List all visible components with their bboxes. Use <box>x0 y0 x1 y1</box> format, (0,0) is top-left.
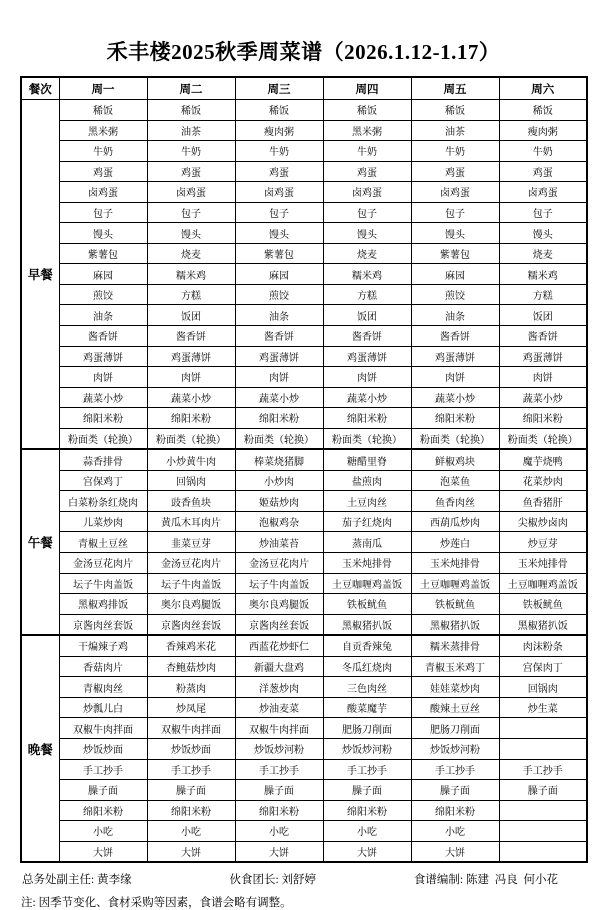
menu-cell: 炒饭炒河粉 <box>323 738 411 759</box>
menu-row <box>21 697 587 718</box>
menu-cell: 臊子面 <box>411 780 499 801</box>
menu-cell: 稀饭 <box>411 100 499 121</box>
menu-cell: 大饼 <box>59 841 147 862</box>
menu-cell: 泡椒鸡杂 <box>235 511 323 532</box>
menu-cell: 儿菜炒肉 <box>59 511 147 532</box>
menu-cell: 馒头 <box>59 223 147 244</box>
menu-cell: 鱼香猪肝 <box>499 491 587 512</box>
menu-cell: 新疆大盘鸡 <box>235 656 323 677</box>
menu-cell: 京酱肉丝套饭 <box>235 614 323 635</box>
menu-cell: 卤鸡蛋 <box>499 182 587 203</box>
menu-cell: 酱香饼 <box>323 326 411 347</box>
menu-cell: 铁板鱿鱼 <box>499 594 587 615</box>
menu-cell: 黑椒猪扒饭 <box>323 614 411 635</box>
footer-signatures <box>20 871 586 887</box>
menu-cell: 手工抄手 <box>323 759 411 780</box>
menu-cell: 绵阳米粉 <box>323 408 411 429</box>
menu-row <box>21 367 587 388</box>
menu-cell: 花菜炒肉 <box>499 470 587 491</box>
menu-cell: 小吃 <box>411 821 499 842</box>
menu-cell: 炒凤尾 <box>147 697 235 718</box>
menu-cell: 铁板鱿鱼 <box>323 594 411 615</box>
menu-cell: 回锅肉 <box>499 677 587 698</box>
menu-cell: 蒜香排骨 <box>59 449 147 470</box>
menu-cell: 绵阳米粉 <box>499 408 587 429</box>
menu-cell: 鸡蛋薄饼 <box>59 346 147 367</box>
menu-cell: 馒头 <box>499 223 587 244</box>
menu-cell <box>499 841 587 862</box>
menu-cell: 酸辣土豆丝 <box>411 697 499 718</box>
menu-cell: 鸡蛋 <box>323 161 411 182</box>
menu-cell: 尖椒炒卤肉 <box>499 511 587 532</box>
menu-cell: 鸡蛋 <box>499 161 587 182</box>
menu-cell: 蔬菜小炒 <box>499 387 587 408</box>
menu-cell: 鲜椒鸡块 <box>411 449 499 470</box>
menu-row <box>21 718 587 739</box>
menu-cell: 肉饼 <box>235 367 323 388</box>
menu-cell: 三色肉丝 <box>323 677 411 698</box>
menu-cell: 绵阳米粉 <box>323 800 411 821</box>
menu-cell: 饭团 <box>323 305 411 326</box>
menu-cell: 杏鲍菇炒肉 <box>147 656 235 677</box>
menu-cell: 土豆咖喱鸡盖饭 <box>323 573 411 594</box>
menu-cell: 土豆肉丝 <box>323 491 411 512</box>
menu-row <box>21 491 587 512</box>
menu-cell: 臊子面 <box>235 780 323 801</box>
menu-cell: 西葫瓜炒肉 <box>411 511 499 532</box>
menu-cell: 紫薯包 <box>235 243 323 264</box>
menu-cell: 蔬菜小炒 <box>235 387 323 408</box>
menu-cell: 土豆咖喱鸡盖饭 <box>499 573 587 594</box>
menu-cell: 鸡蛋 <box>147 161 235 182</box>
menu-row <box>21 284 587 305</box>
sig-menu-editors: 食谱编制: 陈建 冯良 何小花 <box>413 874 558 887</box>
menu-cell: 白菜粉条红烧肉 <box>59 491 147 512</box>
menu-cell: 稀饭 <box>499 100 587 121</box>
menu-table <box>20 76 588 863</box>
menu-row <box>21 305 587 326</box>
menu-cell: 绵阳米粉 <box>59 800 147 821</box>
menu-cell: 烧麦 <box>499 243 587 264</box>
menu-cell: 煎饺 <box>59 284 147 305</box>
menu-cell: 牛奶 <box>323 141 411 162</box>
menu-row <box>21 428 587 449</box>
menu-cell: 绵阳米粉 <box>411 408 499 429</box>
menu-cell: 包子 <box>323 202 411 223</box>
menu-table-body <box>21 100 587 863</box>
menu-row <box>21 532 587 553</box>
menu-row <box>21 264 587 285</box>
section-label-dinner: 晚餐 <box>21 635 59 862</box>
menu-cell: 油条 <box>235 305 323 326</box>
menu-cell: 鸡蛋 <box>59 161 147 182</box>
sig-canteen-leader: 伙食团长: 刘舒婷 <box>229 874 317 887</box>
menu-cell: 臊子面 <box>499 780 587 801</box>
menu-cell: 坛子牛肉盖饭 <box>235 573 323 594</box>
menu-cell: 稀饭 <box>235 100 323 121</box>
menu-cell: 炒饭炒面 <box>59 738 147 759</box>
menu-cell: 奥尔良鸡腿饭 <box>235 594 323 615</box>
menu-row <box>21 223 587 244</box>
menu-cell: 麻园 <box>235 264 323 285</box>
menu-cell: 油条 <box>411 305 499 326</box>
menu-cell: 绵阳米粉 <box>147 408 235 429</box>
menu-cell: 小吃 <box>235 821 323 842</box>
menu-cell: 魔芋烧鸭 <box>499 449 587 470</box>
menu-cell: 牛奶 <box>411 141 499 162</box>
menu-cell: 手工抄手 <box>411 759 499 780</box>
menu-cell: 粉面类（轮换） <box>323 428 411 449</box>
menu-cell: 卤鸡蛋 <box>323 182 411 203</box>
menu-cell: 卤鸡蛋 <box>411 182 499 203</box>
menu-cell: 包子 <box>59 202 147 223</box>
menu-row <box>21 243 587 264</box>
menu-cell: 馒头 <box>411 223 499 244</box>
menu-cell: 粉面类（轮换） <box>235 428 323 449</box>
menu-cell: 炒生菜 <box>499 697 587 718</box>
menu-cell: 方糕 <box>499 284 587 305</box>
section-label-lunch: 午餐 <box>21 449 59 635</box>
menu-row <box>21 408 587 429</box>
menu-row <box>21 161 587 182</box>
menu-cell: 馒头 <box>323 223 411 244</box>
menu-cell: 牛奶 <box>147 141 235 162</box>
menu-cell: 干煸辣子鸡 <box>59 635 147 656</box>
menu-cell: 黑米粥 <box>59 120 147 141</box>
menu-row <box>21 614 587 635</box>
menu-row <box>21 120 587 141</box>
menu-cell: 糯米鸡 <box>147 264 235 285</box>
menu-cell: 粉面类（轮换） <box>59 428 147 449</box>
menu-cell: 鸡蛋 <box>411 161 499 182</box>
menu-cell: 香辣鸡米花 <box>147 635 235 656</box>
menu-cell: 洋葱炒肉 <box>235 677 323 698</box>
menu-cell: 酱香饼 <box>147 326 235 347</box>
menu-row <box>21 202 587 223</box>
menu-cell: 双椒牛肉拌面 <box>147 718 235 739</box>
day-header: 周二 <box>147 77 235 100</box>
menu-cell: 大饼 <box>323 841 411 862</box>
menu-row <box>21 780 587 801</box>
menu-cell: 臊子面 <box>323 780 411 801</box>
menu-cell: 青椒土豆丝 <box>59 532 147 553</box>
menu-cell: 坛子牛肉盖饭 <box>147 573 235 594</box>
menu-cell: 宫保鸡丁 <box>59 470 147 491</box>
day-header: 周四 <box>323 77 411 100</box>
menu-cell: 大饼 <box>147 841 235 862</box>
day-header: 周六 <box>499 77 587 100</box>
menu-cell: 香菇肉片 <box>59 656 147 677</box>
menu-cell: 小吃 <box>147 821 235 842</box>
menu-cell: 粉蒸肉 <box>147 677 235 698</box>
menu-cell: 牛奶 <box>235 141 323 162</box>
menu-cell: 炒瓢儿白 <box>59 697 147 718</box>
menu-cell: 娃娃菜炒肉 <box>411 677 499 698</box>
menu-cell: 鸡蛋薄饼 <box>323 346 411 367</box>
section-label-breakfast: 早餐 <box>21 100 59 450</box>
menu-row <box>21 635 587 656</box>
menu-cell: 韭菜豆芽 <box>147 532 235 553</box>
menu-row <box>21 656 587 677</box>
menu-cell: 手工抄手 <box>59 759 147 780</box>
menu-cell: 粉面类（轮换） <box>411 428 499 449</box>
menu-cell: 手工抄手 <box>147 759 235 780</box>
menu-cell: 鸡蛋薄饼 <box>411 346 499 367</box>
menu-row <box>21 511 587 532</box>
menu-cell: 宫保肉丁 <box>499 656 587 677</box>
menu-cell: 包子 <box>147 202 235 223</box>
menu-row <box>21 738 587 759</box>
menu-cell: 卤鸡蛋 <box>147 182 235 203</box>
menu-cell: 金汤豆花肉片 <box>147 553 235 574</box>
menu-row <box>21 470 587 491</box>
menu-cell: 青椒肉丝 <box>59 677 147 698</box>
menu-cell <box>499 821 587 842</box>
menu-cell: 肉沫粉条 <box>499 635 587 656</box>
menu-cell: 烧麦 <box>147 243 235 264</box>
menu-cell: 双椒牛肉拌面 <box>235 718 323 739</box>
menu-cell: 黑椒猪扒饭 <box>411 614 499 635</box>
menu-cell: 蒸南瓜 <box>323 532 411 553</box>
menu-cell: 臊子面 <box>59 780 147 801</box>
menu-cell: 油茶 <box>411 120 499 141</box>
menu-cell: 肉饼 <box>499 367 587 388</box>
day-header: 周五 <box>411 77 499 100</box>
menu-cell: 方糕 <box>323 284 411 305</box>
menu-cell: 牛奶 <box>499 141 587 162</box>
menu-cell: 金汤豆花肉片 <box>235 553 323 574</box>
menu-cell: 包子 <box>235 202 323 223</box>
menu-cell: 肉饼 <box>323 367 411 388</box>
menu-cell: 手工抄手 <box>499 759 587 780</box>
menu-cell: 酱香饼 <box>235 326 323 347</box>
menu-cell: 肥肠刀削面 <box>411 718 499 739</box>
menu-row <box>21 573 587 594</box>
menu-cell: 糯米鸡 <box>499 264 587 285</box>
menu-cell: 瘦肉粥 <box>499 120 587 141</box>
menu-cell: 青椒玉米鸡丁 <box>411 656 499 677</box>
menu-cell: 黑米粥 <box>323 120 411 141</box>
menu-cell: 黑椒猪扒饭 <box>499 614 587 635</box>
menu-cell: 馒头 <box>147 223 235 244</box>
footer-note: 注: 因季节变化、食材采购等因素，食谱会略有调整。 <box>21 897 292 910</box>
day-header: 周一 <box>59 77 147 100</box>
menu-cell: 绵阳米粉 <box>235 408 323 429</box>
menu-cell: 蔬菜小炒 <box>59 387 147 408</box>
menu-row <box>21 553 587 574</box>
menu-cell: 紫薯包 <box>59 243 147 264</box>
menu-cell: 炒饭炒河粉 <box>235 738 323 759</box>
menu-cell: 黄瓜木耳肉片 <box>147 511 235 532</box>
menu-row <box>21 141 587 162</box>
menu-cell: 蔬菜小炒 <box>147 387 235 408</box>
menu-cell: 麻园 <box>411 264 499 285</box>
menu-cell: 坛子牛肉盖饭 <box>59 573 147 594</box>
menu-cell: 鸡蛋薄饼 <box>147 346 235 367</box>
menu-cell: 糯米鸡 <box>323 264 411 285</box>
menu-cell: 酸菜魔芋 <box>323 697 411 718</box>
menu-cell: 京酱肉丝套饭 <box>59 614 147 635</box>
menu-cell: 馒头 <box>235 223 323 244</box>
menu-cell: 炒饭炒河粉 <box>411 738 499 759</box>
menu-cell: 稀饭 <box>323 100 411 121</box>
menu-cell: 盐煎肉 <box>323 470 411 491</box>
menu-cell: 绵阳米粉 <box>147 800 235 821</box>
menu-cell: 臊子面 <box>147 780 235 801</box>
menu-cell: 绵阳米粉 <box>235 800 323 821</box>
menu-cell: 炒饭炒面 <box>147 738 235 759</box>
page-title: 禾丰楼2025秋季周菜谱（2026.1.12-1.17） <box>106 40 501 64</box>
menu-cell: 卤鸡蛋 <box>59 182 147 203</box>
menu-cell: 炒油菜苔 <box>235 532 323 553</box>
menu-row <box>21 759 587 780</box>
menu-cell: 肉饼 <box>59 367 147 388</box>
menu-cell: 鸡蛋薄饼 <box>499 346 587 367</box>
menu-cell: 油茶 <box>147 120 235 141</box>
menu-cell: 棒菜烧猪脚 <box>235 449 323 470</box>
menu-row <box>21 594 587 615</box>
menu-row <box>21 387 587 408</box>
menu-row <box>21 100 587 121</box>
menu-cell: 绵阳米粉 <box>59 408 147 429</box>
menu-cell: 肥肠刀削面 <box>323 718 411 739</box>
menu-cell: 粉面类（轮换） <box>147 428 235 449</box>
menu-cell: 小吃 <box>323 821 411 842</box>
menu-cell: 铁板鱿鱼 <box>411 594 499 615</box>
menu-cell: 牛奶 <box>59 141 147 162</box>
menu-cell: 肉饼 <box>411 367 499 388</box>
menu-cell: 酱香饼 <box>411 326 499 347</box>
menu-cell: 酱香饼 <box>59 326 147 347</box>
menu-cell: 蔬菜小炒 <box>323 387 411 408</box>
menu-cell: 瘦肉粥 <box>235 120 323 141</box>
menu-row <box>21 821 587 842</box>
menu-cell: 炒豆芽 <box>499 532 587 553</box>
menu-cell: 卤鸡蛋 <box>235 182 323 203</box>
menu-cell <box>499 718 587 739</box>
menu-cell: 饭团 <box>499 305 587 326</box>
menu-cell: 绵阳米粉 <box>411 800 499 821</box>
menu-cell: 黑椒鸡排饭 <box>59 594 147 615</box>
menu-cell: 蔬菜小炒 <box>411 387 499 408</box>
menu-cell: 冬瓜红烧肉 <box>323 656 411 677</box>
menu-cell: 玉米炖排骨 <box>499 553 587 574</box>
menu-cell: 自贡香辣兔 <box>323 635 411 656</box>
menu-row <box>21 346 587 367</box>
menu-row <box>21 841 587 862</box>
menu-cell: 鱼香肉丝 <box>411 491 499 512</box>
menu-cell <box>499 738 587 759</box>
menu-cell: 玉米炖排骨 <box>411 553 499 574</box>
menu-cell: 糯米蒸排骨 <box>411 635 499 656</box>
menu-cell: 煎饺 <box>411 284 499 305</box>
menu-cell: 糖醋里脊 <box>323 449 411 470</box>
menu-cell: 泡菜鱼 <box>411 470 499 491</box>
menu-cell: 豉香鱼块 <box>147 491 235 512</box>
menu-cell: 烧麦 <box>323 243 411 264</box>
menu-row <box>21 449 587 470</box>
menu-row <box>21 182 587 203</box>
menu-cell: 鸡蛋薄饼 <box>235 346 323 367</box>
menu-cell: 姬菇炒肉 <box>235 491 323 512</box>
menu-cell: 金汤豆花肉片 <box>59 553 147 574</box>
menu-cell: 奥尔良鸡腿饭 <box>147 594 235 615</box>
menu-cell <box>499 800 587 821</box>
menu-cell: 包子 <box>411 202 499 223</box>
menu-cell: 茄子红烧肉 <box>323 511 411 532</box>
menu-cell: 稀饭 <box>147 100 235 121</box>
menu-cell: 包子 <box>499 202 587 223</box>
menu-cell: 手工抄手 <box>235 759 323 780</box>
menu-cell: 小炒肉 <box>235 470 323 491</box>
menu-cell: 稀饭 <box>59 100 147 121</box>
menu-cell: 紫薯包 <box>411 243 499 264</box>
menu-row <box>21 677 587 698</box>
menu-cell: 玉米炖排骨 <box>323 553 411 574</box>
menu-cell: 小吃 <box>59 821 147 842</box>
menu-cell: 京酱肉丝套饭 <box>147 614 235 635</box>
menu-cell: 小炒黄牛肉 <box>147 449 235 470</box>
menu-cell: 大饼 <box>411 841 499 862</box>
menu-cell: 鸡蛋 <box>235 161 323 182</box>
menu-cell: 大饼 <box>235 841 323 862</box>
menu-row <box>21 800 587 821</box>
menu-cell: 油条 <box>59 305 147 326</box>
menu-cell: 酱香饼 <box>499 326 587 347</box>
sig-director: 总务处副主任: 黄李缘 <box>22 874 132 887</box>
menu-cell: 土豆咖喱鸡盖饭 <box>411 573 499 594</box>
menu-cell: 炒莲白 <box>411 532 499 553</box>
menu-cell: 粉面类（轮换） <box>499 428 587 449</box>
menu-cell: 麻园 <box>59 264 147 285</box>
day-header: 周三 <box>235 77 323 100</box>
menu-cell: 回锅肉 <box>147 470 235 491</box>
menu-cell: 西蓝花炒虾仁 <box>235 635 323 656</box>
corner-header: 餐次 <box>21 77 59 100</box>
header-row <box>21 77 587 100</box>
menu-cell: 饭团 <box>147 305 235 326</box>
menu-cell: 肉饼 <box>147 367 235 388</box>
menu-cell: 炒油麦菜 <box>235 697 323 718</box>
menu-row <box>21 326 587 347</box>
menu-cell: 方糕 <box>147 284 235 305</box>
menu-cell: 煎饺 <box>235 284 323 305</box>
menu-cell: 双椒牛肉拌面 <box>59 718 147 739</box>
